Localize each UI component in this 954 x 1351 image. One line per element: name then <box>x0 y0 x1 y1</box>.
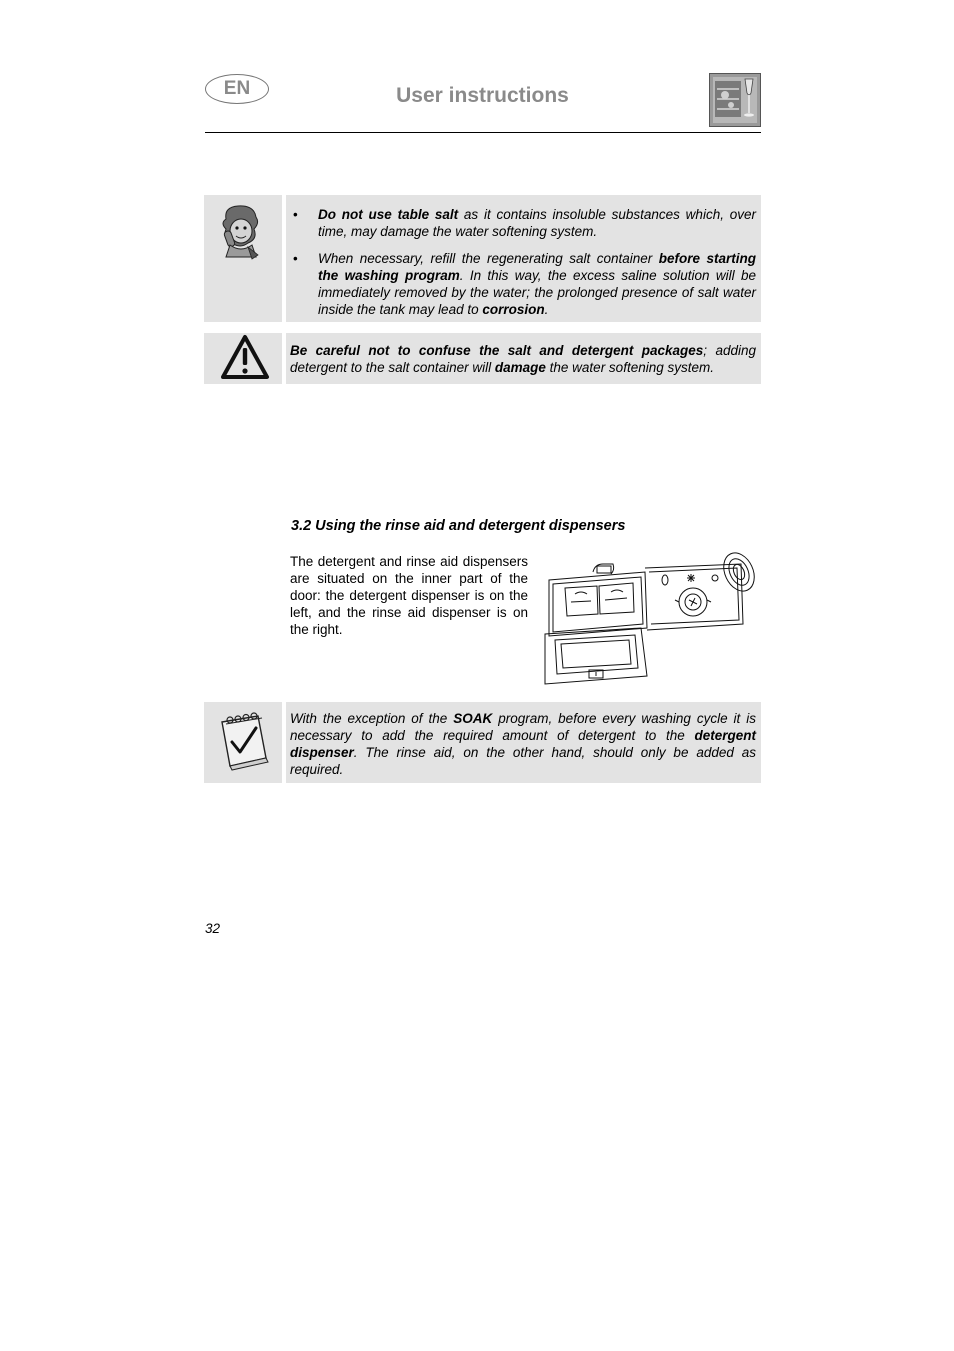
warning-box <box>286 333 761 384</box>
warning-icon-box <box>204 333 282 384</box>
tip-box <box>286 702 761 783</box>
note-text: . <box>544 302 549 317</box>
tip-emphasis: SOAK <box>453 711 493 726</box>
warning-emphasis: Be careful not to confuse the salt and detergent packages <box>290 343 704 358</box>
tip-emphasis: detergent dispenser <box>290 728 756 760</box>
notes-box <box>286 195 761 322</box>
section-heading: 3.2 Using the rinse aid and detergent dispensers <box>291 518 626 534</box>
tip-icon-box <box>204 702 282 783</box>
warning-part: ; adding detergent to the salt container will <box>290 343 756 375</box>
note-emphasis: before starting the washing program <box>318 251 757 283</box>
note-text: When necessary, refill the regenerating salt container <box>318 251 659 266</box>
warning-emphasis: damage <box>494 360 546 375</box>
note-text: as it contains insoluble substances which, over time, may damage the water softening system. <box>318 207 756 239</box>
note-text: . In this way, the excess saline solution will be immediately removed by the water; the prolonged presence of salt water inside the tank may lead to <box>318 268 756 317</box>
note-emphasis: corrosion <box>482 302 545 317</box>
page-number: 32 <box>205 921 221 936</box>
note-emphasis: Do not use table salt <box>318 207 459 222</box>
header-rule <box>205 132 761 133</box>
warning-triangle-icon <box>204 333 282 384</box>
tip-part: With the exception of the <box>290 711 454 726</box>
dispenser-diagram-icon <box>541 550 761 686</box>
warning-part: the water softening system. <box>545 360 714 375</box>
page-title: User instructions <box>396 84 569 107</box>
notes-icon-box <box>204 195 282 322</box>
person-with-phone-icon <box>204 195 282 322</box>
note-item <box>290 206 756 240</box>
bullet: • <box>293 251 298 266</box>
notepad-checkmark-icon <box>204 702 282 783</box>
note-item <box>290 250 756 318</box>
tip-part: program, before every washing cycle it is necessary to add the required amount of detergent to the <box>290 711 757 743</box>
tip-text <box>290 710 756 778</box>
warning-text <box>290 342 756 376</box>
language-badge: EN <box>205 74 269 104</box>
bullet: • <box>293 207 298 222</box>
dishwasher-icon <box>709 73 761 127</box>
tip-part: . The rinse aid, on the other hand, should only be added as required. <box>290 745 756 777</box>
section-intro: The detergent and rinse aid dispensers are situated on the inner part of the door: the detergent dispenser is on the left, and the rinse aid dispenser is on the right. <box>290 554 528 637</box>
